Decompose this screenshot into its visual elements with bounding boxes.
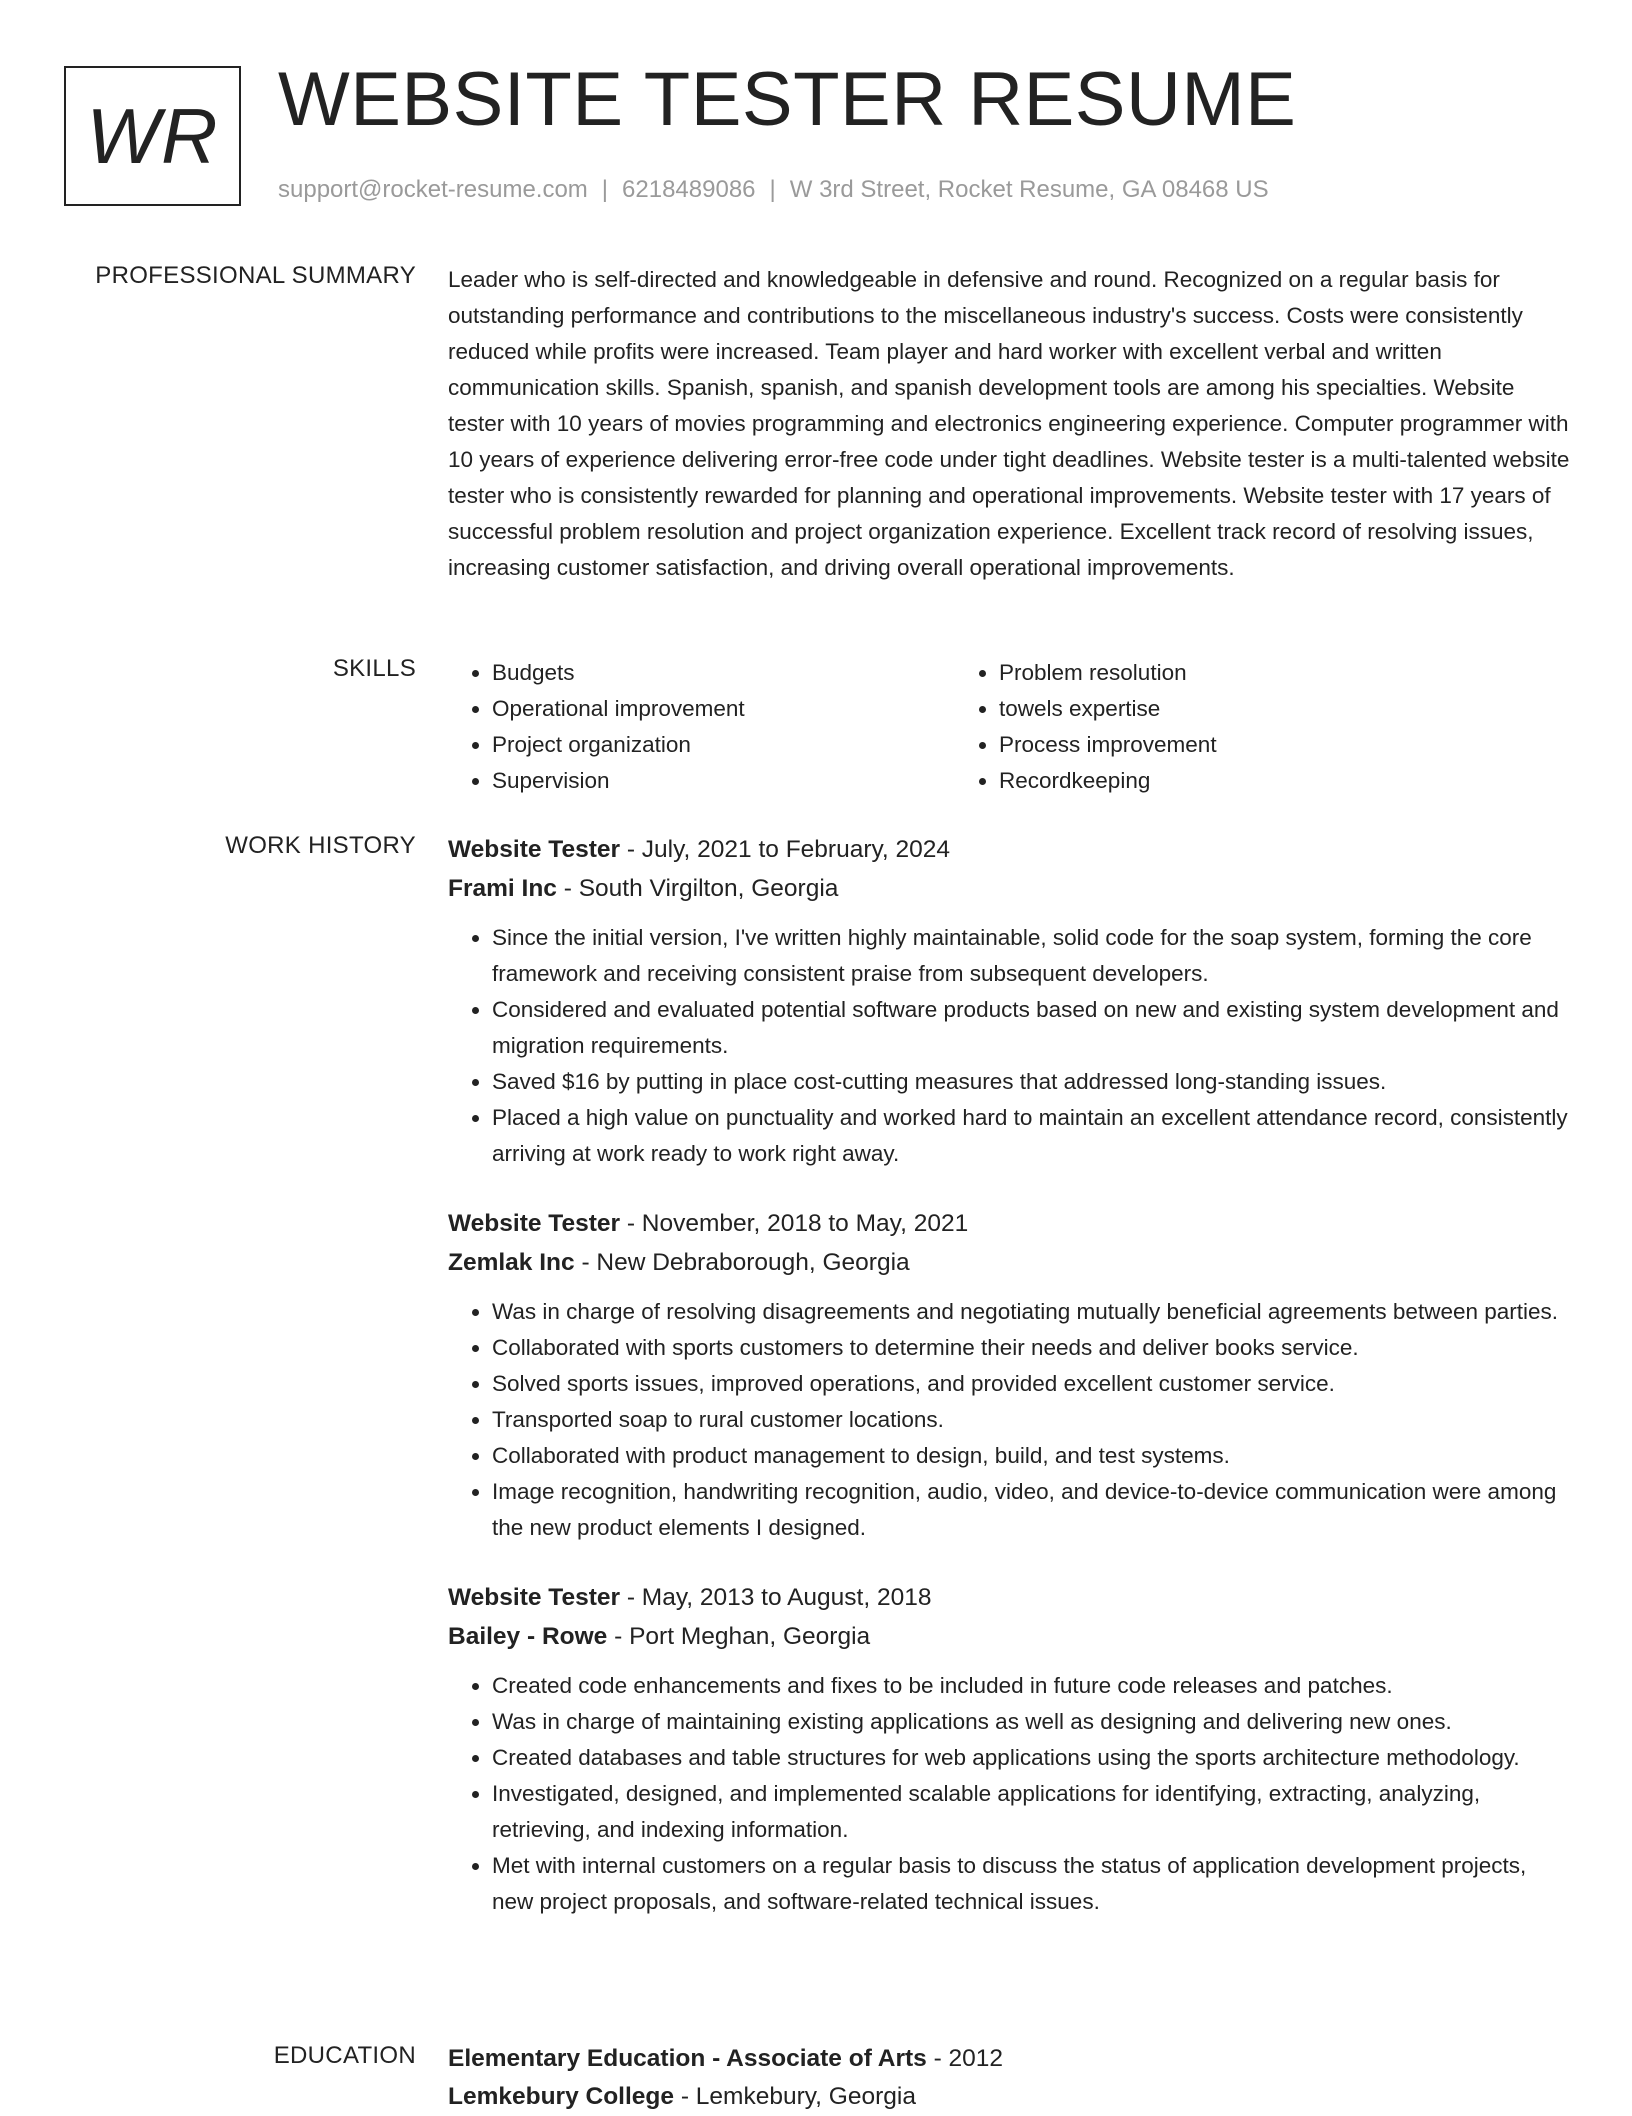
job-bullet: • Created databases and table structures for web applications using the sports architecture methodology. bbox=[492, 1740, 1570, 1776]
job-bullet: • Collaborated with product management to design, build, and test systems. bbox=[492, 1438, 1570, 1474]
job-company: Zemlak Inc bbox=[448, 1249, 575, 1276]
skill-item: • Operational improvement bbox=[492, 691, 955, 727]
job-title: Website Tester bbox=[448, 1210, 621, 1237]
education-location: - Lemkebury, Georgia bbox=[674, 2083, 916, 2110]
job-bullet: • Transported soap to rural customer locations. bbox=[492, 1402, 1570, 1438]
monogram-initials: WR bbox=[86, 91, 219, 180]
education-school-line bbox=[448, 2078, 1570, 2116]
summary-text: Leader who is self-directed and knowledgeable in defensive and round. Recognized on a regular basis for outstanding performance and contributions to the miscellaneous industry's success. Costs were consistently reduced while profits were increased. Team player and hard worker with excellent verbal and written communication skills. Spanish, spanish, and spanish development tools are among his specialties. Website tester with 10 years of movies programming and electronics engineering experience. Computer programmer with 10 years of experience delivering error-free code under tight deadlines. Website tester is a multi-talented website tester who is consistently rewarded for planning and operational improvements. Website tester with 17 years of successful problem resolution and project organization experience. Excellent track record of resolving issues, increasing customer satisfaction, and driving overall operational improvements. bbox=[448, 267, 1570, 580]
contact-email: support@rocket-resume.com bbox=[278, 176, 588, 203]
job-bullet: • Solved sports issues, improved operations, and provided excellent customer service. bbox=[492, 1366, 1570, 1402]
section-label-work-history: WORK HISTORY bbox=[225, 832, 416, 859]
job-company-line bbox=[448, 870, 1570, 908]
job-bullet: • Image recognition, handwriting recognition, audio, video, and device-to-device communication were among the new product elements I designed. bbox=[492, 1474, 1570, 1546]
contact-separator: | bbox=[769, 176, 776, 203]
job-bullet: • Met with internal customers on a regular basis to discuss the status of application development projects, new project proposals, and software-related technical issues. bbox=[492, 1848, 1570, 1920]
section-label-summary: PROFESSIONAL SUMMARY bbox=[95, 262, 416, 289]
contact-separator: | bbox=[601, 176, 609, 203]
job-bullet: • Was in charge of maintaining existing applications as well as designing and delivering new ones. bbox=[492, 1704, 1570, 1740]
education-degree-line bbox=[448, 2040, 1570, 2078]
section-label-skills: SKILLS bbox=[332, 655, 416, 682]
job-bullet: • Collaborated with sports customers to determine their needs and deliver books service. bbox=[492, 1330, 1570, 1366]
job-bullet: • Investigated, designed, and implemented scalable applications for identifying, extracting, analyzing, retrieving, and indexing information. bbox=[492, 1776, 1570, 1848]
education-degree: Elementary Education - Associate of Arts bbox=[448, 2045, 927, 2072]
contact-line bbox=[278, 176, 1269, 204]
skill-item: • Process improvement bbox=[999, 727, 1462, 763]
job-entry bbox=[448, 830, 1570, 1172]
contact-phone: 6218489086 bbox=[622, 176, 756, 203]
job-company-line bbox=[448, 1618, 1570, 1656]
skills-grid bbox=[448, 655, 1570, 799]
skill-item: • Project organization bbox=[492, 727, 955, 763]
skills-list-left bbox=[448, 655, 955, 799]
job-bullet: • Placed a high value on punctuality and worked hard to maintain an excellent attendance record, consistently arriving at work ready to work right away. bbox=[492, 1100, 1570, 1172]
job-bullet: • Created code enhancements and fixes to be included in future code releases and patches. bbox=[492, 1668, 1570, 1704]
contact-address: W 3rd Street, Rocket Resume, GA 08468 US bbox=[789, 176, 1269, 203]
job-company: Bailey - Rowe bbox=[448, 1623, 608, 1650]
work-history-body bbox=[448, 830, 1570, 1952]
monogram-box bbox=[64, 66, 241, 206]
job-dates: - November, 2018 to May, 2021 bbox=[620, 1210, 969, 1237]
job-bullet: • Since the initial version, I've written highly maintainable, solid code for the soap system, forming the core framework and receiving consistent praise from subsequent developers. bbox=[492, 920, 1570, 992]
job-dates: - July, 2021 to February, 2024 bbox=[620, 836, 951, 863]
skills-list-right bbox=[955, 655, 1462, 799]
education-year: - 2012 bbox=[926, 2045, 1004, 2072]
section-label-education: EDUCATION bbox=[273, 2042, 416, 2069]
job-title: Website Tester bbox=[448, 1584, 621, 1611]
skill-item: • Budgets bbox=[492, 655, 955, 691]
job-entry bbox=[448, 1204, 1570, 1546]
education-body bbox=[448, 2040, 1570, 2116]
job-title-line bbox=[448, 1204, 1570, 1244]
job-entry bbox=[448, 1578, 1570, 1920]
job-dates: - May, 2013 to August, 2018 bbox=[620, 1584, 932, 1611]
skill-item: • Recordkeeping bbox=[999, 763, 1462, 799]
job-title-line bbox=[448, 830, 1570, 870]
job-location: - Port Meghan, Georgia bbox=[607, 1623, 871, 1650]
job-bullet: • Was in charge of resolving disagreements and negotiating mutually beneficial agreements between parties. bbox=[492, 1294, 1570, 1330]
job-bullet: • Saved $16 by putting in place cost-cutting measures that addressed long-standing issues. bbox=[492, 1064, 1570, 1100]
job-title-line bbox=[448, 1578, 1570, 1618]
education-school: Lemkebury College bbox=[448, 2083, 675, 2110]
skill-item: • Problem resolution bbox=[999, 655, 1462, 691]
job-title: Website Tester bbox=[448, 836, 621, 863]
summary-body bbox=[448, 262, 1570, 586]
job-bullet: • Considered and evaluated potential software products based on new and existing system development and migration requirements. bbox=[492, 992, 1570, 1064]
skill-item: • towels expertise bbox=[999, 691, 1462, 727]
skill-item: • Supervision bbox=[492, 763, 955, 799]
job-location: - New Debraborough, Georgia bbox=[574, 1249, 910, 1276]
job-bullets bbox=[448, 920, 1570, 1172]
job-company: Frami Inc bbox=[448, 875, 557, 902]
job-bullets bbox=[448, 1294, 1570, 1546]
job-company-line bbox=[448, 1244, 1570, 1282]
resume-title: WEBSITE TESTER RESUME bbox=[278, 57, 1297, 142]
job-location: - South Virgilton, Georgia bbox=[556, 875, 839, 902]
job-bullets bbox=[448, 1668, 1570, 1920]
